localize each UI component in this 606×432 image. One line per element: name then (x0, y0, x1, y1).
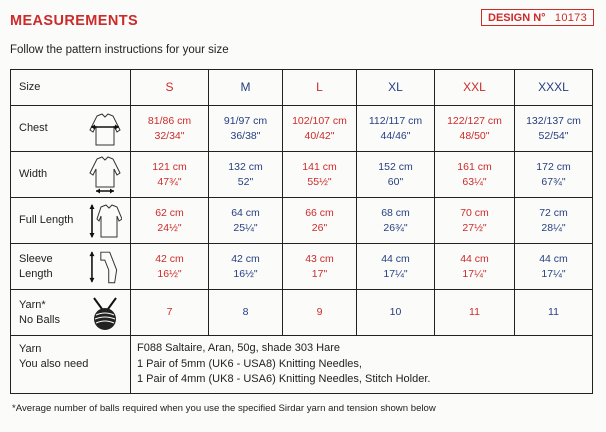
chest-l: 102/107 cm 40/42" (283, 106, 357, 152)
yarn-balls-m: 8 (209, 290, 283, 336)
width-xxl: 161 cm 63¼" (435, 152, 515, 198)
size-header-m: M (209, 70, 283, 106)
full-length-label-cell (11, 198, 131, 244)
width-label-cell (11, 152, 131, 198)
materials-label: Yarn You also need (11, 336, 131, 394)
full-length-m: 64 cm 25¼" (209, 198, 283, 244)
sleeve-length-row (11, 244, 593, 290)
sleeve-length-label: Sleeve Length (19, 252, 53, 280)
intro-text: Follow the pattern instructions for your size (10, 44, 229, 56)
sleeve-length-m: 42 cm 16½" (209, 244, 283, 290)
full-length-xxxl: 72 cm 28¼" (515, 198, 593, 244)
full-length-measure-icon (88, 202, 122, 240)
chest-s: 81/86 cm 32/34" (131, 106, 209, 152)
sleeve-length-xxxl: 44 cm 17¼" (515, 244, 593, 290)
width-row (11, 152, 593, 198)
chest-label: Chest (19, 122, 48, 135)
width-xl: 152 cm 60" (357, 152, 435, 198)
size-header-row (11, 70, 593, 106)
width-l: 141 cm 55½" (283, 152, 357, 198)
full-length-xxl: 70 cm 27½" (435, 198, 515, 244)
sleeve-length-xl: 44 cm 17¼" (357, 244, 435, 290)
size-label: Size (11, 70, 131, 106)
chest-xxl: 122/127 cm 48/50" (435, 106, 515, 152)
width-s: 121 cm 47¾" (131, 152, 209, 198)
yarn-balls-row (11, 290, 593, 336)
sleeve-length-label-cell (11, 244, 131, 290)
measurements-table (10, 69, 593, 394)
size-header-xl: XL (357, 70, 435, 106)
size-header-xxxl: XXXL (515, 70, 593, 106)
yarn-balls-l: 9 (283, 290, 357, 336)
sleeve-length-measure-icon (88, 248, 122, 286)
page-heading: MEASUREMENTS (10, 13, 139, 29)
materials-list (131, 336, 593, 394)
full-length-l: 66 cm 26" (283, 198, 357, 244)
chest-m: 91/97 cm 36/38" (209, 106, 283, 152)
design-label: DESIGN N° (488, 11, 546, 24)
chest-xl: 112/117 cm 44/46" (357, 106, 435, 152)
size-header-l: L (283, 70, 357, 106)
materials-row (11, 336, 593, 394)
design-number: 10173 (554, 11, 587, 24)
full-length-label: Full Length (19, 214, 74, 227)
full-length-xl: 68 cm 26¾" (357, 198, 435, 244)
yarn-balls-xl: 10 (357, 290, 435, 336)
design-number-box (481, 9, 594, 26)
full-length-s: 62 cm 24½" (131, 198, 209, 244)
materials-line: F088 Saltaire, Aran, 50g, shade 303 Hare (137, 342, 341, 355)
yarn-balls-xxl: 11 (435, 290, 515, 336)
yarn-balls-label: Yarn* No Balls (19, 298, 60, 326)
size-header-s: S (131, 70, 209, 106)
yarn-balls-label-cell (11, 290, 131, 336)
sleeve-length-xxl: 44 cm 17¼" (435, 244, 515, 290)
width-measure-icon (88, 156, 122, 194)
sleeve-length-l: 43 cm 17" (283, 244, 357, 290)
chest-measure-icon (88, 110, 122, 148)
yarn-ball-icon (88, 294, 122, 332)
yarn-balls-xxxl: 11 (515, 290, 593, 336)
chest-xxxl: 132/137 cm 52/54" (515, 106, 593, 152)
width-label: Width (19, 168, 48, 181)
chest-row (11, 106, 593, 152)
sleeve-length-s: 42 cm 16½" (131, 244, 209, 290)
size-header-xxl: XXL (435, 70, 515, 106)
chest-label-cell (11, 106, 131, 152)
width-m: 132 cm 52" (209, 152, 283, 198)
width-xxxl: 172 cm 67¾" (515, 152, 593, 198)
footnote: *Average number of balls required when you use the specified Sirdar yarn and tension shown below (12, 403, 436, 414)
materials-line: 1 Pair of 5mm (UK6 - USA8) Knitting Needles, (137, 357, 362, 370)
materials-line: 1 Pair of 4mm (UK8 - USA6) Knitting Needles, Stitch Holder. (137, 373, 431, 386)
yarn-balls-s: 7 (131, 290, 209, 336)
full-length-row (11, 198, 593, 244)
